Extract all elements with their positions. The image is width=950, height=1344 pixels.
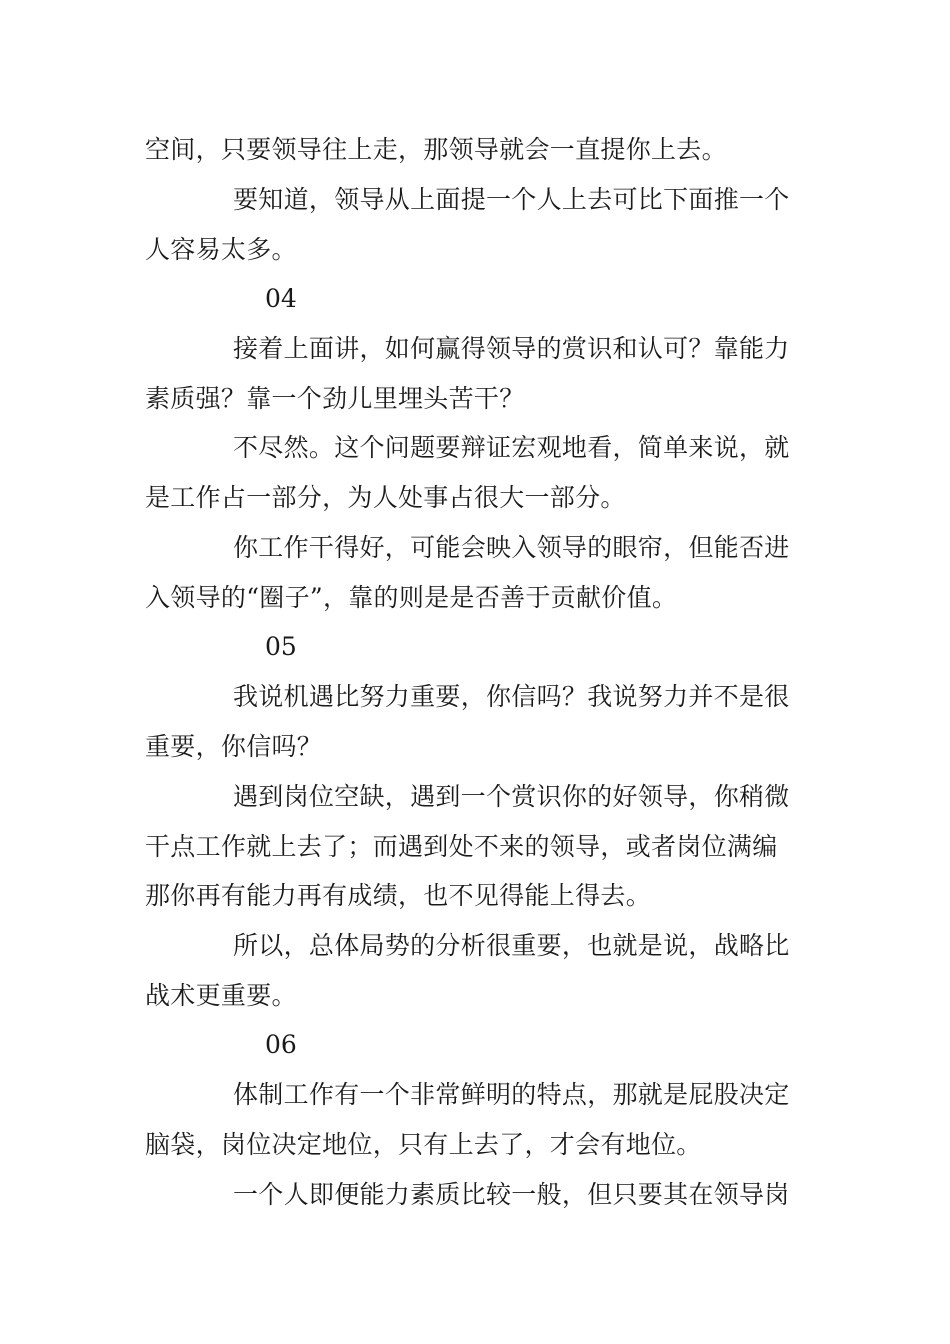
paragraph-start: 一个人即便能力素质比较一般，但只要其在领导岗 (233, 1180, 790, 1209)
paragraph-start: 你工作干得好，可能会映入领导的眼帘，但能否进 (233, 533, 790, 562)
text-line: 重要，你信吗？ (145, 732, 323, 761)
paragraph-start: 要知道，领导从上面提一个人上去可比下面推一个 (233, 185, 790, 214)
paragraph-start: 接着上面讲，如何赢得领导的赏识和认可？靠能力 (233, 334, 790, 363)
text-line: 战术更重要。 (145, 981, 297, 1010)
text-line: 那你再有能力再有成绩，也不见得能上得去。 (145, 881, 652, 910)
text-line: 脑袋，岗位决定地位，只有上去了，才会有地位。 (145, 1130, 702, 1159)
paragraph-start: 体制工作有一个非常鲜明的特点，那就是屁股决定 (233, 1080, 790, 1109)
section-number: 04 (265, 284, 297, 313)
paragraph-start: 所以，总体局势的分析很重要，也就是说，战略比 (233, 931, 790, 960)
text-line: 干点工作就上去了；而遇到处不来的领导，或者岗位满编 (145, 832, 778, 861)
text-line: 是工作占一部分，为人处事占很大一部分。 (145, 483, 626, 512)
text-line: 入领导的“圈子”，靠的则是是否善于贡献价值。 (145, 583, 678, 612)
paragraph-start: 我说机遇比努力重要，你信吗？我说努力并不是很 (233, 682, 790, 711)
paragraph-start: 不尽然。这个问题要辩证宏观地看，简单来说，就 (233, 433, 790, 462)
paragraph-start: 遇到岗位空缺，遇到一个赏识你的好领导，你稍微 (233, 782, 790, 811)
section-number: 06 (265, 1030, 297, 1059)
text-line: 素质强？靠一个劲儿里埋头苦干？ (145, 384, 525, 413)
text-line: 人容易太多。 (145, 235, 297, 264)
section-number: 05 (265, 632, 297, 661)
text-line: 空间，只要领导往上走，那领导就会一直提你上去。 (145, 135, 727, 164)
